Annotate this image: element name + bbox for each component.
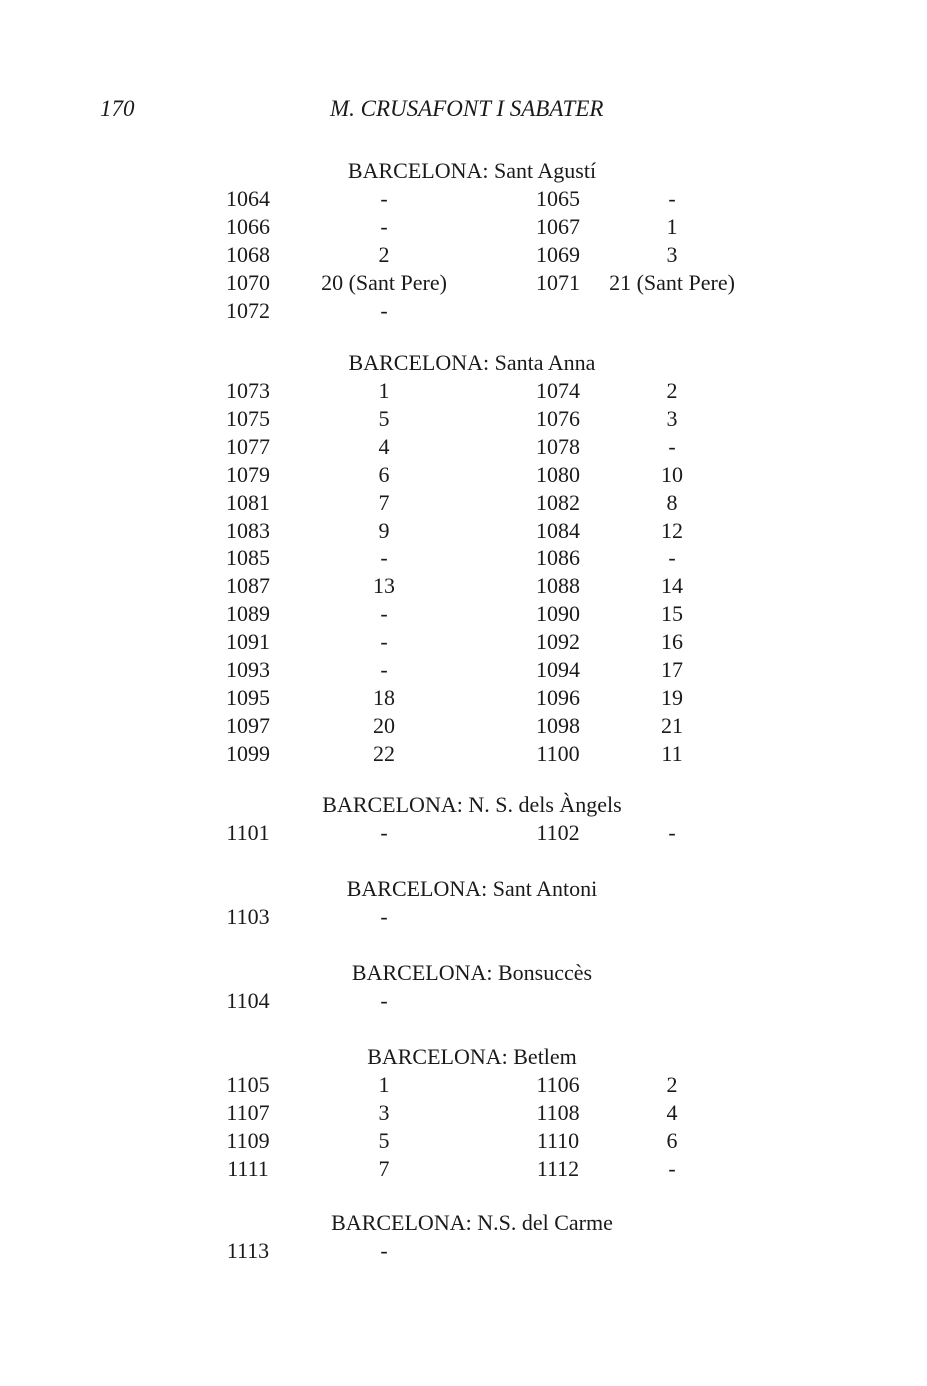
catalog-number: 1093 — [226, 657, 270, 682]
table-row — [0, 462, 927, 490]
catalog-number: 1083 — [226, 517, 270, 543]
catalog-number: 1089 — [226, 601, 270, 627]
count: 9 — [378, 517, 390, 543]
page-number: 170 — [100, 96, 135, 121]
table-row — [0, 298, 927, 326]
table-row — [0, 685, 927, 713]
count: 16 — [661, 629, 683, 655]
catalog-number: 1080 — [536, 461, 580, 487]
catalog-number: 1096 — [536, 684, 580, 710]
table-row — [0, 186, 927, 214]
catalog-number: 1079 — [226, 461, 270, 487]
count: - — [380, 988, 388, 1013]
table-row — [0, 657, 927, 685]
count: 10 — [661, 461, 683, 487]
count: - — [380, 1238, 388, 1263]
count: - — [380, 186, 388, 211]
count: 19 — [661, 684, 683, 710]
table-row — [0, 434, 927, 462]
count: - — [380, 629, 388, 655]
catalog-number: 1103 — [226, 904, 270, 929]
section-title: BARCELONA: Bonsuccès — [351, 960, 593, 985]
count: 6 — [666, 1127, 678, 1153]
table-row — [0, 1238, 927, 1266]
count: 1 — [378, 1072, 390, 1097]
catalog-number: 1074 — [536, 378, 580, 403]
count: - — [380, 820, 388, 845]
section-title: BARCELONA: Sant Antoni — [346, 876, 598, 901]
catalog-number: 1076 — [536, 405, 580, 431]
count: 4 — [666, 1099, 678, 1125]
catalog-number: 1066 — [226, 213, 270, 239]
table-row — [0, 1100, 927, 1128]
catalog-number: 1097 — [226, 712, 270, 738]
catalog-number: 1081 — [226, 489, 270, 515]
catalog-number: 1072 — [226, 297, 270, 323]
table-row — [0, 601, 927, 629]
catalog-number: 1088 — [536, 573, 580, 599]
count: 21 — [661, 712, 683, 738]
section-title: BARCELONA: Sant Agustí — [347, 158, 597, 183]
catalog-number: 1108 — [536, 1099, 580, 1125]
count: 3 — [666, 405, 678, 431]
catalog-number: 1071 — [536, 269, 580, 295]
count: 22 — [373, 740, 395, 766]
section-title: BARCELONA: Betlem — [367, 1044, 577, 1069]
catalog-number: 1084 — [536, 517, 580, 543]
count: - — [668, 820, 676, 845]
catalog-number: 1113 — [226, 1238, 270, 1263]
count: - — [380, 601, 388, 627]
catalog-number: 1087 — [226, 573, 270, 599]
catalog-number: 1086 — [536, 545, 580, 571]
catalog-number: 1078 — [536, 433, 580, 459]
catalog-number: 1085 — [226, 545, 270, 571]
catalog-number: 1068 — [226, 241, 270, 267]
table-row — [0, 518, 927, 546]
section-title: BARCELONA: Santa Anna — [348, 350, 596, 375]
catalog-number: 1092 — [536, 629, 580, 655]
count: 8 — [666, 489, 678, 515]
count: 5 — [378, 1127, 390, 1153]
catalog-number: 1107 — [226, 1099, 270, 1125]
catalog-number: 1067 — [536, 213, 580, 239]
table-row — [0, 378, 927, 406]
catalog-number: 1104 — [226, 988, 270, 1013]
count: - — [380, 545, 388, 571]
count: 1 — [378, 378, 390, 403]
running-title: M. CRUSAFONT I SABATER — [330, 96, 604, 121]
count: 20 (Sant Pere) — [321, 269, 447, 295]
table-row — [0, 214, 927, 242]
table-row — [0, 406, 927, 434]
count: 4 — [378, 433, 390, 459]
catalog-number: 1077 — [226, 433, 270, 459]
catalog-number: 1075 — [226, 405, 270, 431]
count: 5 — [378, 405, 390, 431]
table-row — [0, 1128, 927, 1156]
count: 17 — [661, 657, 683, 682]
table-row — [0, 741, 927, 769]
table-row — [0, 820, 927, 848]
table-row — [0, 1072, 927, 1100]
count: 18 — [373, 684, 395, 710]
count: 15 — [661, 601, 683, 627]
table-row — [0, 629, 927, 657]
count: 13 — [373, 573, 395, 599]
catalog-number: 1105 — [226, 1072, 270, 1097]
section-title: BARCELONA: N. S. dels Àngels — [322, 792, 622, 817]
table-row — [0, 270, 927, 298]
catalog-number: 1064 — [226, 186, 270, 211]
count: 20 — [373, 712, 395, 738]
count: 1 — [666, 213, 678, 239]
table-row — [0, 1156, 927, 1184]
count: - — [668, 186, 676, 211]
catalog-number: 1101 — [226, 820, 270, 845]
table-row — [0, 904, 927, 932]
catalog-number: 1111 — [227, 1155, 269, 1181]
count: 7 — [378, 489, 390, 515]
catalog-number: 1065 — [536, 186, 580, 211]
catalog-number: 1091 — [226, 629, 270, 655]
count: 2 — [666, 378, 678, 403]
count: 6 — [378, 461, 390, 487]
catalog-number: 1095 — [226, 684, 270, 710]
count: - — [668, 433, 676, 459]
catalog-number: 1110 — [536, 1127, 580, 1153]
catalog-number: 1069 — [536, 241, 580, 267]
count: 7 — [378, 1155, 390, 1181]
count: 3 — [666, 241, 678, 267]
count: 3 — [378, 1099, 390, 1125]
catalog-number: 1098 — [536, 712, 580, 738]
count: - — [668, 1155, 676, 1181]
catalog-number: 1070 — [226, 269, 270, 295]
table-row — [0, 988, 927, 1016]
catalog-number: 1109 — [226, 1127, 270, 1153]
count: - — [380, 904, 388, 929]
section-title: BARCELONA: N.S. del Carme — [331, 1210, 613, 1235]
count: 14 — [661, 573, 683, 599]
catalog-number: 1099 — [226, 740, 270, 766]
catalog-number: 1090 — [536, 601, 580, 627]
table-row — [0, 545, 927, 573]
count: - — [380, 213, 388, 239]
catalog-number: 1100 — [536, 740, 580, 766]
table-row — [0, 713, 927, 741]
catalog-number: 1106 — [536, 1072, 580, 1097]
table-row — [0, 242, 927, 270]
table-row — [0, 490, 927, 518]
catalog-number: 1082 — [536, 489, 580, 515]
catalog-number: 1112 — [536, 1155, 580, 1181]
count: - — [668, 545, 676, 571]
catalog-number: 1102 — [536, 820, 580, 845]
count: 21 (Sant Pere) — [609, 269, 735, 295]
count: 11 — [661, 740, 683, 766]
count: 12 — [661, 517, 683, 543]
count: 2 — [666, 1072, 678, 1097]
catalog-number: 1073 — [226, 378, 270, 403]
count: - — [380, 657, 388, 682]
count: 2 — [378, 241, 390, 267]
count: - — [380, 297, 388, 323]
table-row — [0, 573, 927, 601]
catalog-number: 1094 — [536, 657, 580, 682]
